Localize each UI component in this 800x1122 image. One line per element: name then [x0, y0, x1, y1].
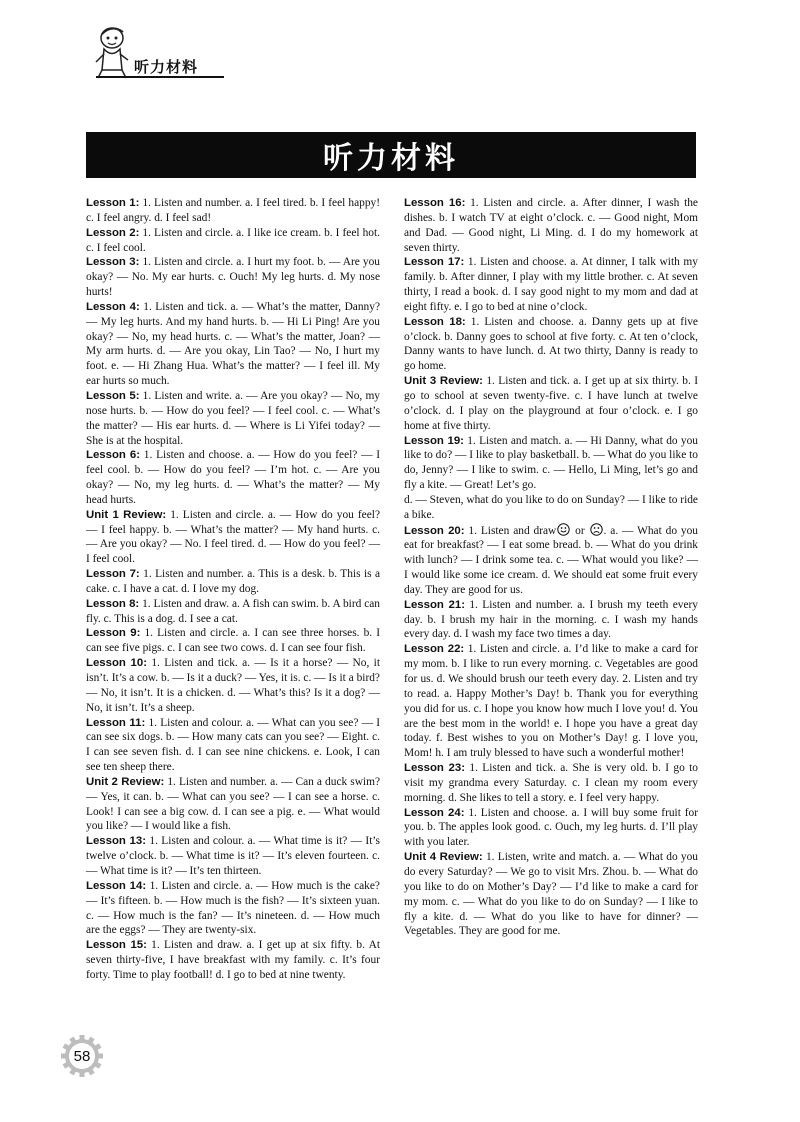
lesson-heading: Lesson 10: [86, 657, 148, 670]
lesson-text: d. — Steven, what do you like to do on Sunday? — I like to ride a bike. [404, 493, 698, 521]
lesson-text: 1. Listen and circle. a. I hurt my foot. b. — Are you okay? — No. My ear hurts. c. Ouch! My leg hurts. d. My nose hurts! [86, 256, 380, 299]
lesson-entry [404, 434, 698, 493]
left-column [86, 196, 380, 983]
lesson-entry [86, 196, 380, 226]
lesson-entry [86, 716, 380, 775]
lesson-text: 1. Listen and tick. a. I get up at six thirty. b. I go to school at seven twenty-five. c. I have lunch at twelve o’clock. d. I play on the playground at four o’clock. e. I go home at five thirty. [404, 375, 698, 432]
review-heading: Unit 1 Review: [86, 508, 167, 521]
review-entry [86, 775, 380, 834]
lesson-heading: Lesson 6: [86, 449, 141, 462]
lesson-heading: Lesson 1: [86, 197, 140, 209]
header-title: 听力材料 [134, 58, 199, 76]
lesson-entry [86, 448, 380, 507]
banner-title: 听力材料 [323, 141, 459, 176]
lesson-heading: Lesson 19: [404, 434, 464, 447]
lesson-entry [86, 879, 380, 938]
lesson-heading: Lesson 22: [404, 643, 465, 656]
lesson-heading: Lesson 4: [86, 300, 140, 313]
lesson-text: 1. Listen and circle. a. — How do you feel? — I feel happy. b. — What’s the matter? — My hand hurts. c. — Are you okay? — No. I feel tired. d. — How do you feel? — I feel cool. [86, 508, 380, 566]
lesson-text: or [571, 524, 589, 537]
title-banner [86, 132, 696, 178]
lesson-text: 1. Listen and number. a. This is a desk. b. This is a cake. c. I have a cat. d. I love my dog. [86, 568, 381, 595]
lesson-entry [404, 806, 698, 851]
lesson-entry [86, 389, 380, 448]
review-entry [86, 508, 380, 567]
lesson-entry [86, 226, 380, 256]
review-entry [404, 374, 698, 433]
lesson-heading: Lesson 17: [404, 256, 465, 269]
lesson-text: 1. Listen and draw. a. I get up at six fifty. b. At seven thirty-five, I have breakfast with my family. c. It’s four forty. Time to play football! d. I go to bed at nine twenty. [86, 939, 380, 981]
lesson-text: 1. Listen and colour. a. — What can you see? — I can see six dogs. b. — How many cats can you see? — Eight. c. I can see seven fish. d. I can see nine chickens. e. Look, I can see ten sheep there. [86, 716, 380, 774]
review-heading: Unit 4 Review: [404, 851, 483, 864]
lesson-entry [404, 196, 698, 255]
lesson-heading: Lesson 8: [86, 597, 140, 610]
right-column [404, 196, 698, 939]
lesson-heading: Lesson 7: [86, 568, 140, 581]
lesson-entry [86, 656, 380, 715]
lesson-entry [404, 598, 698, 643]
lesson-text: 1. Listen and choose. a. — How do you feel? — I feel cool. b. — How do you feel? — I’m hot. c. — Are you okay? — No, my leg hurts. d. — What’s the matter? — My head hurts. [86, 449, 381, 506]
lesson-heading: Lesson 3: [86, 256, 140, 269]
lesson-entry [86, 567, 380, 597]
lesson-text: 1. Listen and number. a. I feel tired. b. I feel happy! c. I feel angry. d. I feel sad! [86, 197, 381, 224]
lesson-text: 1. Listen and write. a. — Are you okay? — No, my nose hurts. b. — How do you feel? — I feel cool. c. — What’s the matter? — His ear hurts. d. — Where is Li Yifei today? — She is at the hospital. [86, 389, 381, 447]
sad-face-icon [590, 523, 603, 536]
lesson-text: 1. Listen and circle. a. I like ice cream. b. I feel hot. c. I feel cool. [86, 226, 381, 254]
lesson-heading: Lesson 15: [86, 939, 147, 952]
page-number: 58 [73, 1047, 91, 1065]
lesson-text: 1. Listen and choose. a. Danny gets up at five o’clock. b. Danny goes to school at five forty. c. At ten o’clock, Danny wants to have lunch. d. At two thirty, Danny is ready to go home. [404, 315, 698, 373]
lesson-text: 1. Listen and choose. a. At dinner, I talk with my family. b. After dinner, I play with my little brother. c. At seven thirty, I read a book. d. I say good night to my mom and dad at eight fifty. e. I go to bed at nine o’clock. [404, 256, 698, 313]
lesson-heading: Lesson 13: [86, 835, 147, 848]
review-heading: Unit 2 Review: [86, 775, 165, 788]
lesson-text: 1. Listen and colour. a. — What time is it? — It’s twelve o’clock. b. — What time is it? — It’s eleven fourteen. c. — What time is it? — It’s ten thirteen. [86, 835, 380, 877]
lesson-heading: Lesson 9: [86, 627, 141, 640]
lesson-text: 1. Listen and tick. a. She is very old. b. I go to visit my grandma every Saturday. c. I clean my room every morning. d. She likes to tell a story. e. I feel very happy. [404, 762, 698, 804]
lesson-text: 1. Listen and choose. a. I will buy some fruit for you. b. The apples look good. c. Ouch, my leg hurts. d. I’ll play with you later. [404, 806, 699, 849]
lesson-entry [86, 938, 380, 983]
lesson-text: 1. Listen and circle. a. I’d like to make a card for my mom. b. I like to run every morning. c. Vegetables are good for us. d. We should brush our teeth every day. 2. Listen and try to read. a. Happy Mother’s Day! b. Thank you for everything you did for us. c. I hope you know how much I love you! d. You are the best mom in the world! e. I hope you have a great day today. f. Best wishes to you on Mother’s Day! g. I love you, Mom! h. I am truly blessed to have such a wonderful mother! [404, 643, 698, 760]
lesson-text: 1. Listen and circle. a. — How much is the cake? — It’s fifteen. b. — How much is the fish? — It’s sixteen yuan. c. — How much is the fan? — It’s nineteen. d. — How much are the eggs? — They are twenty-six. [86, 879, 380, 937]
review-entry [404, 850, 698, 939]
lesson-heading: Lesson 11: [86, 716, 146, 729]
lesson-text: 1. Listen and tick. a. — What’s the matter, Danny? — My leg hurts. And my hand hurts. b. — Hi Li Ping! Are you okay? — No, my head hurts. c. — What’s the matter, Joan? — My arm hurts. d. — Are you okay, Lin Tao? — No, I hurt my foot. e. — Hi Zhang Hua. What’s the matter? — I feel ill. My ear hurts so much. [86, 300, 381, 388]
lesson-heading: Lesson 21: [404, 598, 466, 611]
lesson-heading: Lesson 2: [86, 226, 140, 239]
lesson-entry [404, 315, 698, 374]
lesson-entry [86, 597, 380, 627]
lesson-heading: Lesson 14: [86, 879, 147, 892]
smiley-face-icon [557, 523, 570, 536]
lesson-entry [86, 834, 380, 879]
lesson-text: 1. Listen, write and match. a. — What do you do every Saturday? — We go to visit Mrs. Zhou. b. — What do you like to do on Mother’s Day? — I’d like to make a card for my mom. c. — What do you like to do on Sunday? — I like to fly a kite. d. — What do you like to have for dinner? — Vegetables. They are good for me. [404, 851, 698, 938]
lesson-text: 1. Listen and draw [464, 524, 557, 537]
lesson-entry [86, 626, 380, 656]
lesson-heading: Lesson 24: [404, 806, 465, 819]
lesson-entry [404, 642, 698, 761]
lesson-heading: Lesson 20: [404, 524, 465, 537]
lesson-heading: Lesson 5: [86, 389, 140, 402]
lesson-text: 1. Listen and circle. a. I can see three horses. b. I can see five pigs. c. I can see two cows. d. I can see four fish. [86, 627, 381, 655]
lesson-text: 1. Listen and circle. a. After dinner, I wash the dishes. b. I watch TV at eight o’clock. c. — Good night, Mom and Dad. — Good night, Li Ming. d. I do my homework at seven thirty. [404, 197, 698, 254]
lesson-entry [86, 300, 380, 389]
review-heading: Unit 3 Review: [404, 375, 483, 388]
lesson-heading: Lesson 23: [404, 762, 466, 775]
mascot-icon [92, 22, 132, 80]
lesson-text: 1. Listen and tick. a. — Is it a horse? — No, it isn’t. It’s a cow. b. — Is it a duck? — Yes, it is. c. — Is it a bird? — No, it isn’t. It is a chicken. d. — What’s this? Is it a dog? — No, it isn’t. It’s a sheep. [86, 657, 381, 714]
lesson-entry [404, 523, 698, 598]
header-rule [96, 76, 224, 78]
lesson-text: 1. Listen and number. a. — Can a duck swim? — Yes, it can. b. — What can you see? — I can see a horse. c. Look! I can see a big cow. d. I can see a pig. e. — What would you like? — I would like a fish. [86, 775, 381, 833]
lesson-entry [404, 255, 698, 314]
lesson-text: 1. Listen and number. a. I brush my teeth every day. b. I brush my hair in the morning. c. I wash my hands every day. d. I wash my face two times a day. [404, 598, 698, 641]
lesson-text: 1. Listen and match. a. — Hi Danny, what do you like to do? — I like to play basketball. b. — What do you like to do, Jenny? — I like to swim. c. — Hello, Li Ming, let’s go and fly a kite. — Great! Let’s go. [404, 434, 698, 492]
lesson-entry [86, 255, 380, 300]
lesson-text: 1. Listen and draw. a. A fish can swim. b. A bird can fly. c. This is a dog. d. I see a cat. [86, 597, 381, 625]
lesson-text: . a. — What do you eat for breakfast? — I eat some bread. b. — What do you drink with lunch? — I drink some tea. c. — What would you like? — I would like some ice cream. d. We should eat some fruit every day. They are good for us. [404, 524, 699, 596]
lesson-continuation [404, 493, 698, 523]
lesson-entry [404, 761, 698, 806]
lesson-heading: Lesson 18: [404, 315, 466, 328]
lesson-heading: Lesson 16: [404, 197, 466, 209]
